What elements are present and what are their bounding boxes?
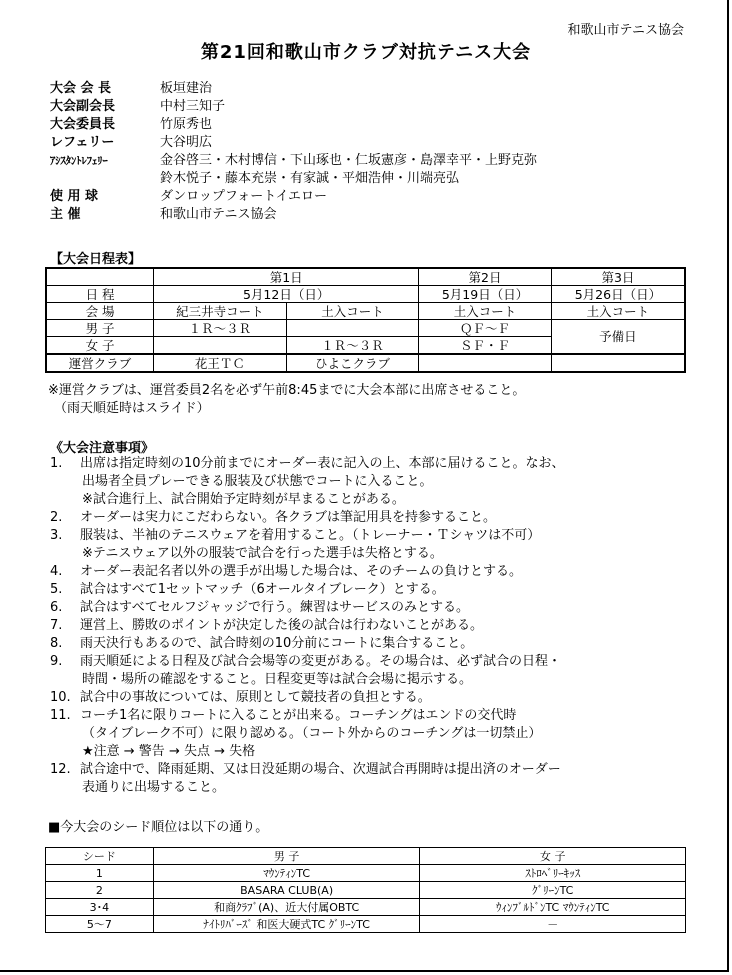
official-label: 大会副会長: [50, 99, 116, 114]
table-cell: 土入コート: [551, 303, 685, 320]
table-row: [46, 848, 686, 865]
rule-number: [50, 743, 80, 761]
rule-text: 表通りに出場すること。: [82, 780, 226, 795]
rule-number: 2.: [50, 510, 63, 525]
rule-text: 運営上、勝敗のポイントが決定した後の試合は行わないことがある。: [80, 618, 484, 633]
rule-line: [50, 779, 565, 797]
rule-text: ★注意 → 警告 → 失点 → 失格: [82, 744, 256, 759]
table-cell: １Ｒ～３Ｒ: [154, 320, 287, 337]
rule-number: 10.: [50, 690, 71, 705]
table-cell: 男 子: [46, 320, 154, 337]
table-cell: 紀三井寺コート: [154, 303, 287, 320]
table-cell: BASARA CLUB(A): [153, 882, 420, 899]
schedule-table: [45, 267, 686, 373]
table-cell: －: [420, 916, 686, 933]
seed-intro: ■今大会のシード順位は以下の通り。: [48, 820, 269, 835]
rule-text: ※テニスウェア以外の服装で試合を行った選手は失格とする。: [82, 546, 443, 561]
official-row: [50, 116, 537, 134]
table-row: [46, 268, 685, 286]
table-cell: 5月12日（日）: [154, 286, 419, 303]
table-cell: 予備日: [551, 320, 685, 355]
official-value: 竹原秀也: [160, 117, 213, 132]
rule-text: 雨天決行もあるので、試合時刻の10分前にコートに集合すること。: [80, 636, 474, 651]
rule-line: [50, 455, 565, 473]
rule-number: 7.: [50, 618, 63, 633]
rules-heading: 《大会注意事項》: [50, 441, 155, 456]
table-cell: ﾏｳﾝﾃｨﾝTC: [153, 865, 420, 882]
official-value: 鈴木悦子・藤本充崇・有家誠・平畑浩伸・川端亮弘: [160, 171, 460, 186]
rule-text: （タイブレーク不可）に限り認める。（コート外からのコーチングは一切禁止）: [82, 726, 542, 741]
table-cell: ﾅｲﾄﾘﾊﾞｰｽﾞ 和医大硬式TC ｸﾞﾘｰﾝTC: [153, 916, 420, 933]
official-label: 使 用 球: [50, 189, 99, 204]
table-cell: 第1日: [154, 268, 419, 286]
official-value: 金谷啓三・木村博信・下山琢也・仁坂憲彦・島澤幸平・上野克弥: [160, 153, 538, 168]
table-cell: 第2日: [419, 268, 552, 286]
official-row: [50, 134, 537, 152]
table-header-cell: 女 子: [420, 848, 686, 865]
table-cell: 5～7: [46, 916, 154, 933]
rule-number: [50, 671, 80, 689]
table-cell: 運営クラブ: [46, 354, 154, 372]
rule-number: 12.: [50, 762, 71, 777]
table-cell: ＳＦ・Ｆ: [419, 337, 552, 355]
table-cell: 5月19日（日）: [419, 286, 552, 303]
official-row: [50, 206, 537, 224]
rules-list: [50, 455, 565, 797]
official-label: 大会 会 長: [50, 81, 112, 96]
table-cell: ｸﾞﾘｰﾝTC: [420, 882, 686, 899]
table-header-cell: シード: [46, 848, 154, 865]
table-cell: 日 程: [46, 286, 154, 303]
table-header-cell: 男 子: [153, 848, 420, 865]
rule-line: [50, 509, 565, 527]
table-cell: 土入コート: [286, 303, 419, 320]
table-cell: [154, 337, 287, 355]
rule-text: 雨天順延による日程及び試合会場等の変更がある。その場合は、必ず試合の日程・: [80, 654, 562, 669]
rule-text: オーダーは実力にこだわらない。各クラブは筆記用具を持参すること。: [80, 510, 497, 525]
table-row: [46, 916, 686, 933]
rule-number: 11.: [50, 708, 71, 723]
official-label: レフェリー: [50, 135, 115, 150]
official-row: [50, 98, 537, 116]
official-value: 和歌山市テニス協会: [160, 207, 277, 222]
table-cell: 2: [46, 882, 154, 899]
rule-line: [50, 689, 565, 707]
rule-line: [50, 671, 565, 689]
table-cell: [551, 354, 685, 372]
rule-text: 試合途中で、降雨延期、又は日没延期の場合、次週試合再開時は提出済のオーダー: [80, 762, 561, 777]
table-cell: 5月26日（日）: [551, 286, 685, 303]
table-cell: １Ｒ～３Ｒ: [286, 337, 419, 355]
rule-line: [50, 581, 565, 599]
schedule-notes: [48, 382, 525, 418]
table-row: [46, 303, 685, 320]
rule-line: [50, 599, 565, 617]
rule-line: [50, 743, 565, 761]
table-cell: 花王ＴＣ: [154, 354, 287, 372]
table-row: [46, 865, 686, 882]
table-cell: 1: [46, 865, 154, 882]
rule-number: 8.: [50, 636, 63, 651]
rule-line: [50, 617, 565, 635]
table-cell: ひよこクラブ: [286, 354, 419, 372]
rule-text: 時間・場所の確認をすること。日程変更等は試合会場に掲示する。: [82, 672, 473, 687]
rule-number: [50, 473, 80, 491]
schedule-note: （雨天順延時はスライド）: [54, 401, 210, 416]
table-cell: [46, 268, 154, 286]
official-row: [50, 152, 537, 170]
table-cell: [286, 320, 419, 337]
table-cell: 会 場: [46, 303, 154, 320]
official-label: 大会委員長: [50, 117, 116, 132]
table-row: [46, 899, 686, 916]
official-row: [50, 170, 537, 188]
rule-text: 服装は、半袖のテニスウェアを着用すること。（トレーナー・Ｔシャツは不可）: [80, 528, 541, 543]
rule-line: [50, 653, 565, 671]
rule-text: 出席は指定時刻の10分前までにオーダー表に記入の上、本部に届けること。なお、: [80, 456, 565, 471]
rule-number: 4.: [50, 564, 63, 579]
rule-number: [50, 545, 80, 563]
official-label: 主 催: [50, 207, 81, 222]
rule-line: [50, 635, 565, 653]
official-label: [50, 170, 160, 188]
page-title: 第21回和歌山市クラブ対抗テニス大会: [200, 42, 532, 63]
rule-line: [50, 725, 565, 743]
official-value: 大谷明広: [160, 135, 213, 150]
table-cell: ｳｨﾝﾌﾞﾙﾄﾞﾝTC ﾏｳﾝﾃｨﾝTC: [420, 899, 686, 916]
rule-number: [50, 725, 80, 743]
official-value: ダンロップフォートイエロー: [160, 189, 328, 204]
table-row: [46, 286, 685, 303]
rule-number: 1.: [50, 456, 63, 471]
table-cell: 第3日: [551, 268, 685, 286]
official-row: [50, 80, 537, 98]
table-cell: ｽﾄﾛﾍﾞﾘｰｷｯｽ: [420, 865, 686, 882]
schedule-note: ※運営クラブは、運営委員2名を必ず午前8:45までに大会本部に出席させること。: [48, 383, 526, 398]
table-cell: ＱＦ～Ｆ: [419, 320, 552, 337]
rule-text: コーチ1名に限りコートに入ることが出来る。コーチングはエンドの交代時: [80, 708, 517, 723]
rule-line: [50, 545, 565, 563]
organizer: 和歌山市テニス協会: [567, 23, 684, 38]
rule-line: [50, 527, 565, 545]
official-row: [50, 188, 537, 206]
table-row: [46, 882, 686, 899]
rule-number: 9.: [50, 654, 63, 669]
table-cell: 女 子: [46, 337, 154, 355]
rule-number: 5.: [50, 582, 63, 597]
official-label: ｱｼｽﾀﾝﾄﾚﾌｪﾘｰ: [50, 155, 108, 167]
rule-number: 6.: [50, 600, 63, 615]
rule-line: [50, 491, 565, 509]
rule-number: 3.: [50, 528, 63, 543]
rule-line: [50, 707, 565, 725]
official-value: 板垣建治: [160, 81, 213, 96]
rule-line: [50, 473, 565, 491]
rule-text: オーダー表記名者以外の選手が出場した場合は、そのチームの負けとする。: [80, 564, 523, 579]
officials-list: [50, 80, 537, 224]
rule-number: [50, 779, 80, 797]
schedule-heading: 【大会日程表】: [50, 252, 142, 267]
rule-text: ※試合進行上、試合開始予定時刻が早まることがある。: [82, 492, 405, 507]
rule-text: 試合はすべてセルフジャッジで行う。練習はサービスのみとする。: [80, 600, 469, 615]
table-cell: [419, 354, 552, 372]
table-row: [46, 354, 685, 372]
rule-text: 出場者全員プレーできる服装及び状態でコートに入ること。: [82, 474, 433, 489]
table-row: [46, 320, 685, 337]
rule-text: 試合中の事故については、原則として競技者の負担とする。: [80, 690, 431, 705]
table-cell: 3･4: [46, 899, 154, 916]
official-value: 中村三知子: [160, 99, 226, 114]
rule-number: [50, 491, 80, 509]
rule-line: [50, 761, 565, 779]
rule-text: 試合はすべて1セットマッチ（6オールタイブレーク）とする。: [80, 582, 445, 597]
table-cell: 和商ｸﾗﾌﾞ(A)、近大付属OBTC: [153, 899, 420, 916]
rule-line: [50, 563, 565, 581]
table-cell: 土入コート: [419, 303, 552, 320]
seed-table: [45, 847, 686, 933]
